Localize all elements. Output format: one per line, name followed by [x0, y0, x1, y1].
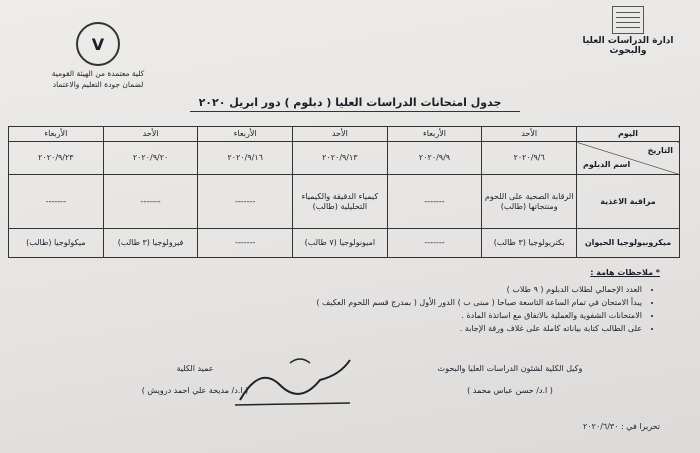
dean-name: ( ا.د/ مديحة علي احمد درويش ) [141, 386, 249, 395]
dean-title: عميد الكلية [176, 364, 214, 373]
diploma-name-cell: مراقبة الاغذية [577, 175, 680, 229]
vice-dean-name: ( ا.د/ حسن عباس محمد ) [467, 386, 553, 395]
day-cell: الأحد [293, 127, 388, 142]
exam-cell: كيمياء الدقيقة والكيمياء التحليلية (طالب) [293, 175, 388, 229]
exam-cell: اميونولوجيا (٧ طالب) [293, 229, 388, 258]
day-cell: الأربعاء [387, 127, 482, 142]
header-right [568, 6, 688, 56]
date-cell: ٢٠٢٠/٩/٢٠ [103, 142, 198, 175]
exam-cell: ------- [103, 175, 198, 229]
day-cell: الأربعاء [198, 127, 293, 142]
dean-signature [120, 358, 270, 402]
exam-cell: ------- [387, 175, 482, 229]
university-logo [612, 6, 644, 34]
exam-cell: فيرولوجيا (٣ طالب) [103, 229, 198, 258]
exam-cell: بكتريولوجيا (٣ طالب) [482, 229, 577, 258]
exam-cell: ميكولوجيا (طالب) [9, 229, 104, 258]
exam-cell: ------- [387, 229, 482, 258]
corner-date-label: التاريخ [647, 146, 673, 155]
date-cell: ٢٠٢٠/٩/٩ [387, 142, 482, 175]
table-row-days [9, 127, 680, 142]
title-underline [190, 111, 520, 112]
vice-dean-title: وكيل الكلية لشئون الدراسات العليا والبحوث [437, 364, 583, 373]
day-cell: الأربعاء [9, 127, 104, 142]
corner-diploma-label: اسم الدبلوم [583, 160, 631, 169]
vice-dean-signature [400, 358, 620, 402]
table-row [9, 229, 680, 258]
note-item: • يبدأ الامتحان في تمام الساعة التاسعة صباحا ( مبنى ب ) الدور الأول ( بمدرج قسم اللحوم العكيف ) [60, 296, 642, 309]
department-name: ادارة الدراسات العليا والبحوث [582, 36, 674, 56]
notes-list [60, 283, 660, 335]
accreditation-seal [76, 22, 120, 66]
day-cell: الأحد [103, 127, 198, 142]
exam-cell: ------- [198, 229, 293, 258]
table-row-dates [9, 142, 680, 175]
notes-section [60, 266, 660, 335]
exam-cell: ------- [9, 175, 104, 229]
note-item: • العدد الإجمالي لطلاب الدبلوم ( ٩ طلاب ) [60, 283, 642, 296]
corner-day-cell: اليوم [577, 127, 680, 142]
date-cell: ٢٠٢٠/٩/٦ [482, 142, 577, 175]
exam-schedule-table [8, 126, 680, 258]
note-item: • الامتحانات الشفوية والعملية بالاتفاق مع اساتذة المادة . [60, 309, 642, 322]
date-cell: ٢٠٢٠/٩/٢٣ [9, 142, 104, 175]
table-row [9, 175, 680, 229]
date-cell: ٢٠٢٠/٩/١٣ [293, 142, 388, 175]
exam-cell: ------- [198, 175, 293, 229]
accreditation-line-2: لضمان جودة التعليم والاعتماد [52, 80, 144, 89]
date-cell: ٢٠٢٠/٩/١٦ [198, 142, 293, 175]
accreditation-text [28, 68, 168, 90]
day-cell: الأحد [482, 127, 577, 142]
accreditation-line-1: كلية معتمدة من الهيئة القومية [51, 69, 145, 78]
corner-diagonal-cell [577, 142, 680, 175]
diploma-name-cell: ميكروبيولوجيا الحيوان [577, 229, 680, 258]
exam-cell: الرقابة الصحية على اللحوم ومنتجاتها (طالب) [482, 175, 577, 229]
header-left [28, 22, 168, 90]
document-date: تحريرا في : ٢٠٢٠/٦/٣٠ [583, 422, 660, 431]
note-item: • على الطالب كتابة بياناته كاملة على غلاف ورقة الإجابة . [60, 322, 642, 335]
page-title: جدول امتحانات الدراسات العليا ( دبلوم ) دور ابريل ٢٠٢٠ [198, 96, 502, 109]
seal-mark: V [91, 34, 105, 54]
notes-title: * ملاحظات هامة : [590, 268, 660, 277]
